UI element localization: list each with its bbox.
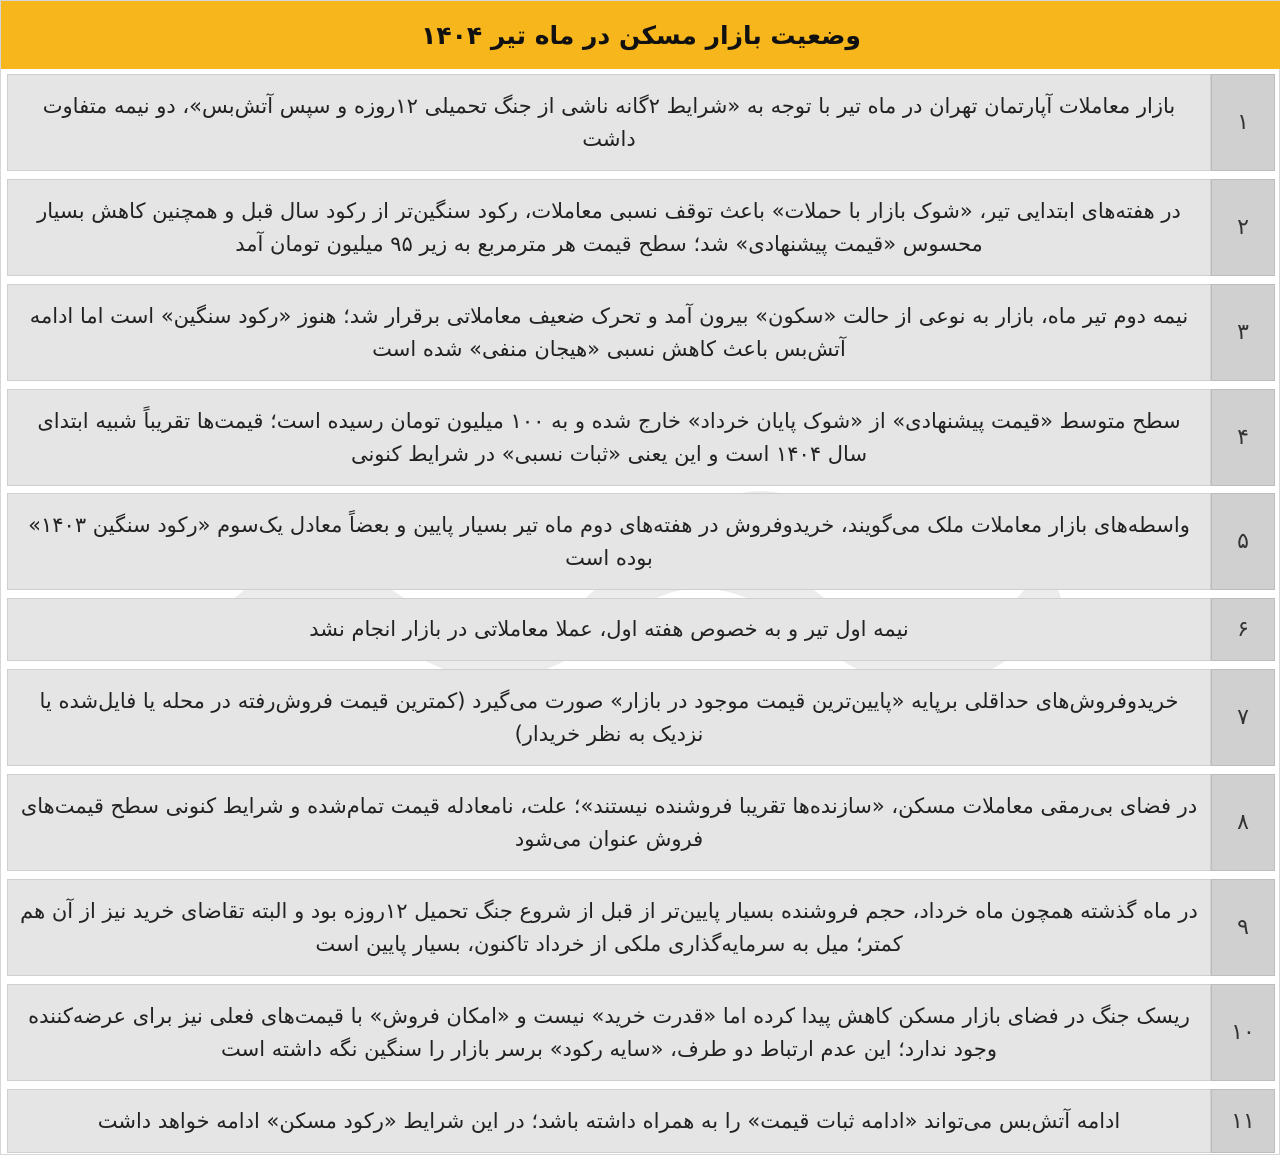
table-row	[7, 669, 1275, 766]
row-number: ۹	[1237, 915, 1249, 940]
row-text: ریسک جنگ در فضای بازار مسکن کاهش پیدا کرده اما «قدرت خرید» نیست و «امکان فروش» با قیمت‌های فعلی نیز برای عرضه‌کننده وجود ندارد؛ این عدم ارتباط دو طرف، «سایه رکود» برسر بازار را سنگین نگه داشته است	[28, 1003, 1190, 1061]
row-text: خریدوفروش‌های حداقلی برپایه «پایین‌ترین قیمت موجود در بازار» صورت می‌گیرد (کمترین قیمت فروش‌رفته در محله یا فایل‌شده یا نزدیک به نظر خریدار)	[39, 688, 1179, 746]
row-number-cell	[1211, 598, 1275, 661]
row-text-cell	[7, 74, 1211, 171]
row-number-cell	[1211, 669, 1275, 766]
row-text: واسطه‌های بازار معاملات ملک می‌گویند، خریدوفروش در هفته‌های دوم ماه تیر بسیار پایین و بعضاً معادل یک‌سوم «رکود سنگین ۱۴۰۳» بوده است	[28, 512, 1190, 570]
row-text: در ماه گذشته همچون ماه خرداد، حجم فروشنده بسیار پایین‌تر از قبل از شروع جنگ تحمیل ۱۲روزه بود و البته تقاضای خرید نیز از آن هم کمتر؛ میل به سرمایه‌گذاری ملکی از خرداد تاکنون، بسیار پایین است	[20, 898, 1198, 956]
table-row	[7, 284, 1275, 381]
row-number-cell	[1211, 984, 1275, 1081]
row-number-cell	[1211, 774, 1275, 871]
row-text: بازار معاملات آپارتمان تهران در ماه تیر با توجه به «شرایط ۲گانه ناشی از جنگ تحمیلی ۱۲روزه و سپس آتش‌بس»، دو نیمه متفاوت داشت	[42, 93, 1176, 151]
row-number-cell	[1211, 179, 1275, 276]
row-number: ۱۱	[1231, 1108, 1255, 1134]
table-row	[7, 984, 1275, 1081]
page-title: وضعیت بازار مسکن در ماه تیر ۱۴۰۴	[421, 20, 861, 50]
table-row	[7, 389, 1275, 486]
row-text-cell	[7, 493, 1211, 590]
row-number-cell	[1211, 74, 1275, 171]
table-row	[7, 774, 1275, 871]
row-text: سطح متوسط «قیمت پیشنهادی» از «شوک پایان خرداد» خارج شده و به ۱۰۰ میلیون تومان رسیده است؛ قیمت‌ها تقریباً شبیه ابتدای سال ۱۴۰۴ است و این یعنی «ثبات نسبی» در شرایط کنونی	[37, 408, 1181, 466]
row-text-cell	[7, 774, 1211, 871]
table-row	[7, 1089, 1275, 1153]
row-text-cell	[7, 284, 1211, 381]
row-text-cell	[7, 669, 1211, 766]
row-number: ۶	[1237, 617, 1249, 642]
table-row	[7, 879, 1275, 976]
table-row	[7, 74, 1275, 171]
row-text: ادامه آتش‌بس می‌تواند «ادامه ثبات قیمت» را به همراه داشته باشد؛ در این شرایط «رکود مسکن» ادامه خواهد داشت	[97, 1108, 1121, 1133]
row-text-cell	[7, 879, 1211, 976]
row-number: ۳	[1237, 320, 1249, 345]
row-text-cell	[7, 984, 1211, 1081]
row-number: ۷	[1237, 705, 1249, 730]
row-number-cell	[1211, 284, 1275, 381]
row-number: ۱	[1237, 110, 1249, 135]
row-text: نیمه اول تیر و به خصوص هفته اول، عملا معاملاتی در بازار انجام نشد	[309, 617, 909, 641]
table-row	[7, 598, 1275, 661]
row-number-cell	[1211, 879, 1275, 976]
table-row	[7, 493, 1275, 590]
row-number: ۲	[1237, 215, 1249, 240]
table-row	[7, 179, 1275, 276]
table-rows	[1, 69, 1280, 1156]
row-number-cell	[1211, 1089, 1275, 1153]
row-text-cell	[7, 389, 1211, 486]
row-text: نیمه دوم تیر ماه، بازار به نوعی از حالت «سکون» بیرون آمد و تحرک ضعیف معاملاتی برقرار شد؛ هنوز «رکود سنگین» است اما ادامه آتش‌بس باعث کاهش نسبی «هیجان منفی» شده است	[29, 303, 1189, 361]
row-number-cell	[1211, 389, 1275, 486]
row-number: ۴	[1237, 425, 1249, 450]
row-text: در فضای بی‌رمقی معاملات مسکن، «سازنده‌ها تقریبا فروشنده نیستند»؛ علت، نامعادله قیمت تمام‌شده و شرایط کنونی سطح قیمت‌های فروش عنوان می‌شود	[20, 793, 1198, 851]
row-number: ۵	[1237, 529, 1249, 554]
row-text: در هفته‌های ابتدایی تیر، «شوک بازار با حملات» باعث توقف نسبی معاملات، رکود سنگین‌تر از رکود سال قبل و همچنین کاهش بسیار محسوس «قیمت پیشنهادی» شد؛ سطح قیمت هر مترمربع به زیر ۹۵ میلیون تومان آمد	[37, 198, 1181, 256]
row-text-cell	[7, 598, 1211, 661]
row-number: ۱۰	[1231, 1020, 1255, 1045]
row-text-cell	[7, 179, 1211, 276]
row-number-cell	[1211, 493, 1275, 590]
row-text-cell	[7, 1089, 1211, 1153]
title-bar	[1, 1, 1280, 69]
row-number: ۸	[1237, 810, 1249, 835]
